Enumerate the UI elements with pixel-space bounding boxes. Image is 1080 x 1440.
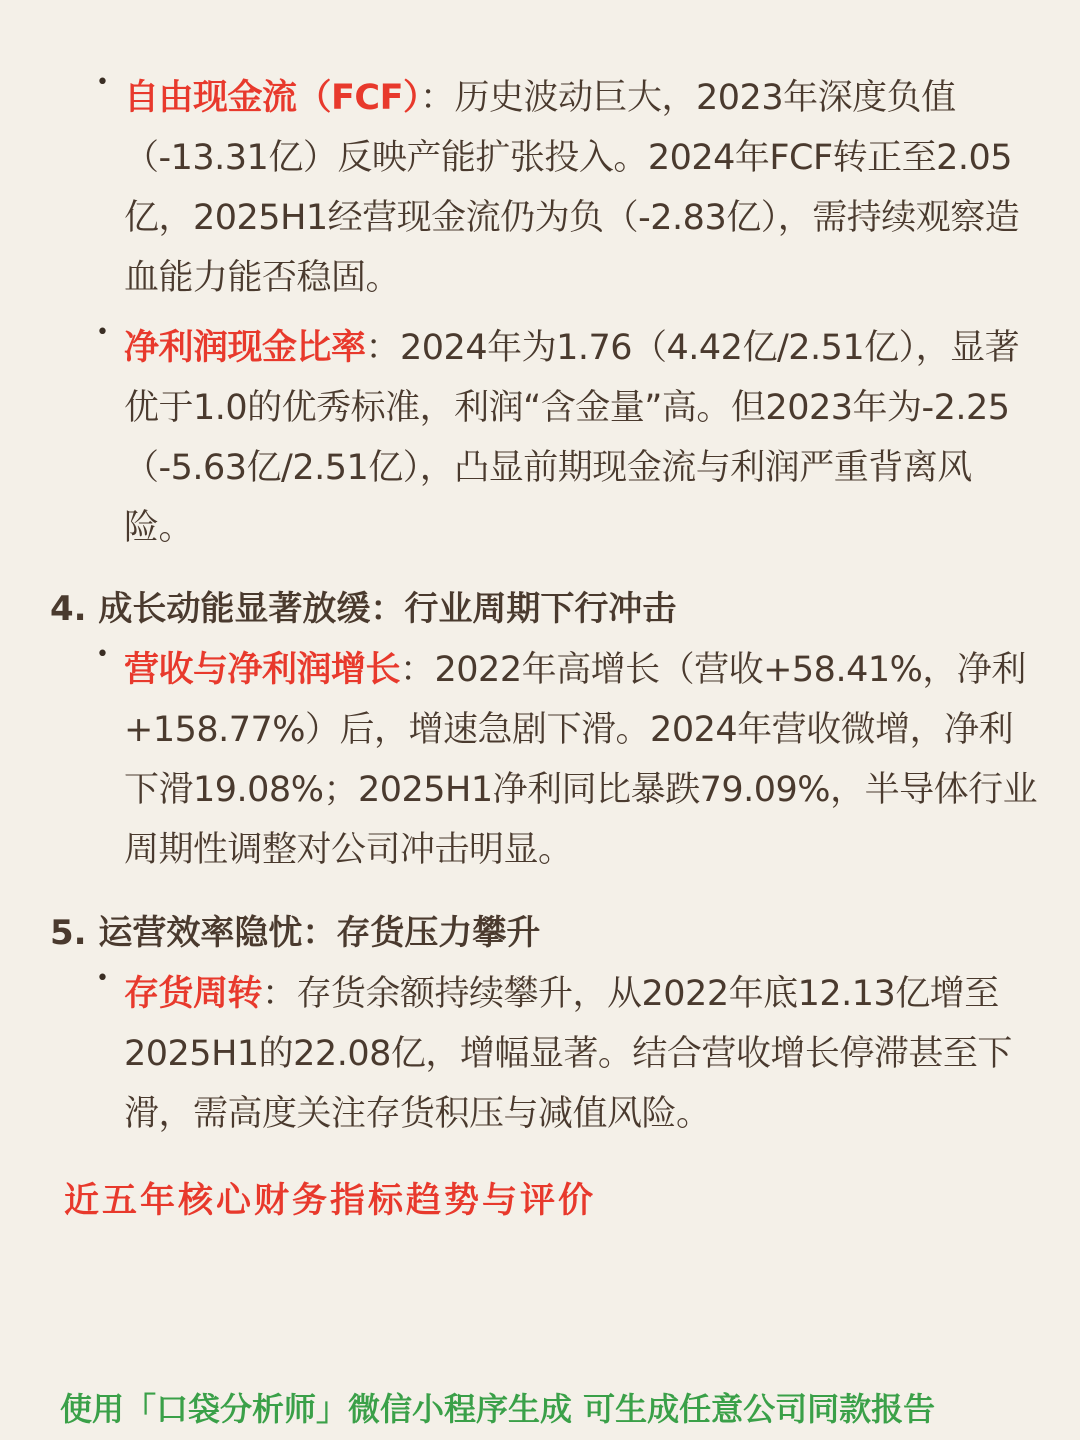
footer-promo: 使用「口袋分析师」微信小程序生成 可生成任意公司同款报告 (60, 1390, 936, 1428)
section-title: 近五年核心财务指标趋势与评价 (64, 1181, 597, 1221)
bullet-body-net-profit-cash-ratio: ：2024年为1.76（4.42亿/2.51亿），显著优于1.0的优秀标准，利润“含金量”高。但2023年为-2.25（-5.63亿/2.51亿），凸显前期现金流与利润严重背离风险。 (124, 328, 1020, 548)
bullet-text (96, 68, 1040, 308)
term-revenue-profit-growth: 营收与净利润增长 (124, 650, 401, 690)
bullet-dot: • (96, 966, 109, 991)
term-fcf: 自由现金流（FCF） (124, 78, 421, 118)
bullet-text (96, 964, 1040, 1144)
bullet-dot: • (96, 70, 109, 95)
bullet-body-inventory-turnover: ：存货余额持续攀升，从2022年底12.13亿增至2025H1的22.08亿，增幅显著。结合营收增长停滞甚至下滑，需高度关注存货积压与减值风险。 (124, 974, 1012, 1134)
bullet-text (96, 318, 1040, 558)
section-4-heading: 4. 成长动能显著放缓：行业周期下行冲击 (50, 589, 677, 629)
section-5-heading: 5. 运营效率隐忧：存货压力攀升 (50, 913, 541, 953)
bullet-body-revenue-profit-growth: ：2022年高增长（营收+58.41%，净利+158.77%）后，增速急剧下滑。2024年营收微增，净利下滑19.08%；2025H1净利同比暴跌79.09%，半导体行业周期性调整对公司冲击明显。 (124, 650, 1038, 870)
bullet-body-fcf: ：历史波动巨大，2023年深度负值（-13.31亿）反映产能扩张投入。2024年FCF转正至2.05亿，2025H1经营现金流仍为负（-2.83亿），需持续观察造血能力能否稳固。 (124, 78, 1020, 298)
bullet-dot: • (96, 320, 109, 345)
bullet-net-profit-cash-ratio (96, 318, 1040, 558)
term-net-profit-cash-ratio: 净利润现金比率 (124, 328, 366, 368)
bullet-text (96, 640, 1040, 880)
bullet-revenue-profit-growth (96, 640, 1040, 880)
bullet-dot: • (96, 642, 109, 667)
term-inventory-turnover: 存货周转 (124, 974, 263, 1014)
bullet-inventory-turnover (96, 964, 1040, 1144)
bullet-fcf (96, 68, 1040, 308)
